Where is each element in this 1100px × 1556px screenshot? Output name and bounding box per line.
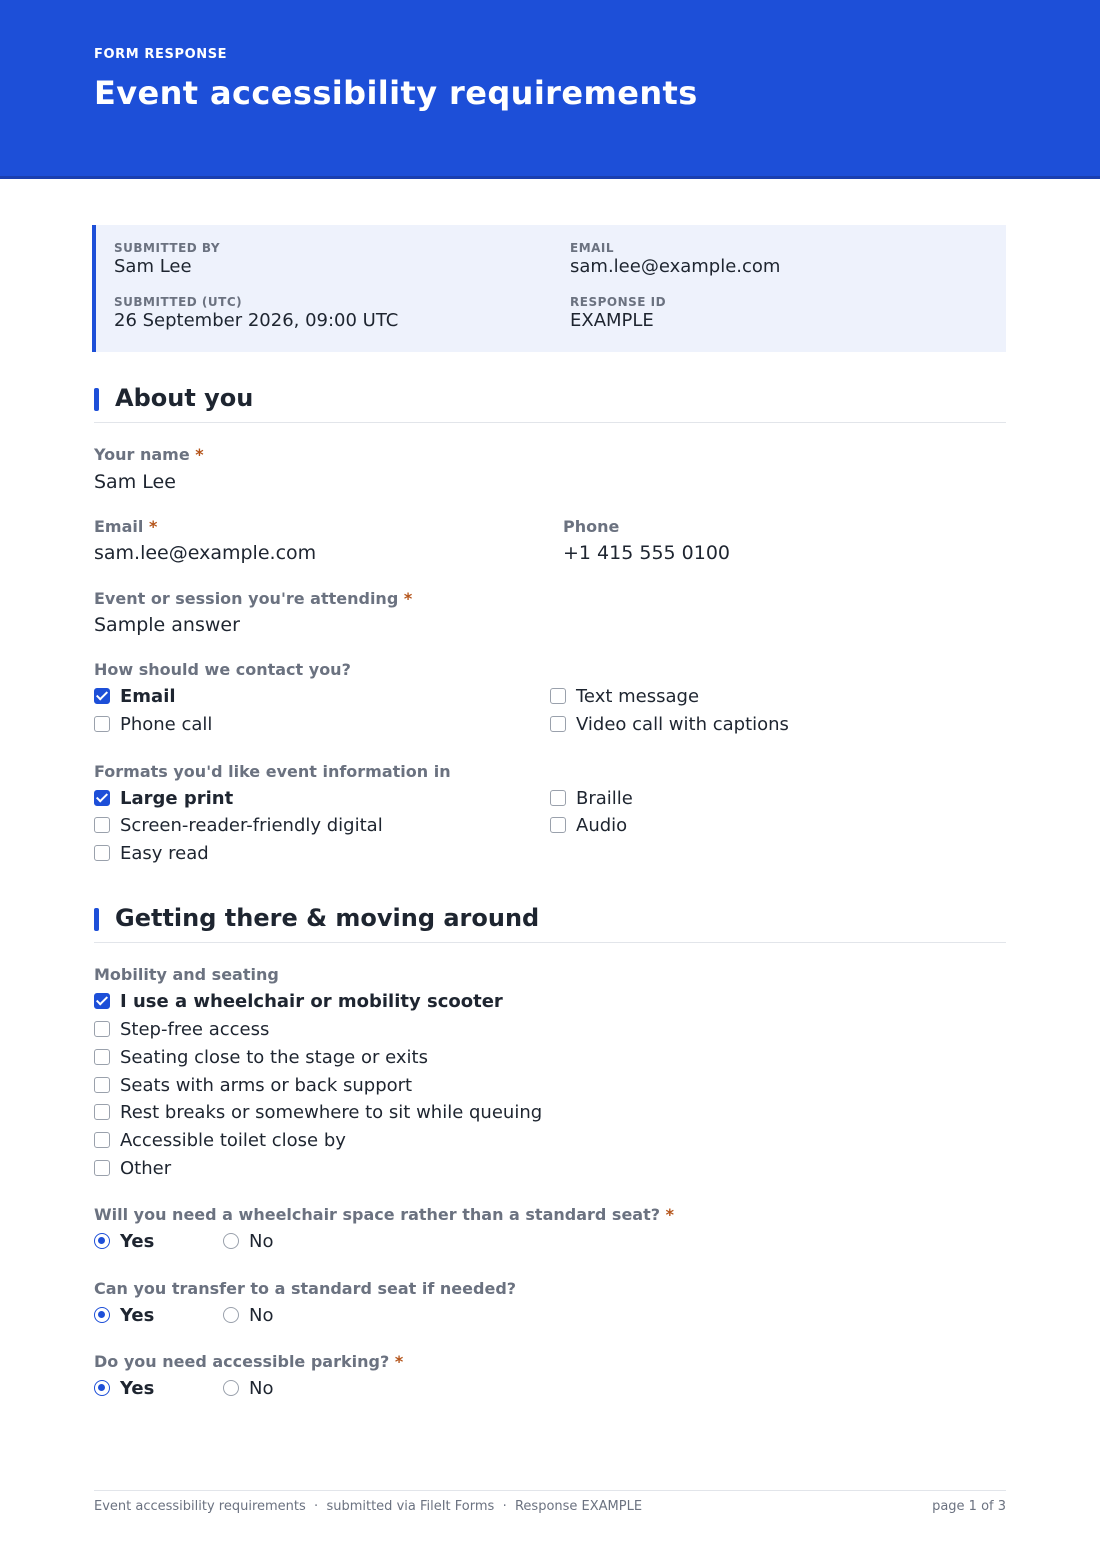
option-label: Easy read: [120, 842, 209, 864]
radio-option-no[interactable]: [223, 1303, 273, 1327]
radio-icon[interactable]: [94, 1233, 110, 1249]
section-accent-bar: [94, 908, 99, 931]
field-label-email: Email *: [94, 517, 158, 536]
required-marker: *: [394, 1352, 404, 1371]
checkbox-icon[interactable]: [94, 993, 110, 1009]
radio-option-yes[interactable]: [94, 1376, 154, 1400]
option-label: Screen-reader-friendly digital: [120, 814, 383, 836]
checkbox-icon[interactable]: [94, 688, 110, 704]
option-label: Yes: [120, 1304, 155, 1326]
radio-icon[interactable]: [223, 1233, 239, 1249]
option-label: No: [249, 1377, 274, 1399]
radio-icon[interactable]: [94, 1307, 110, 1323]
checkbox-icon[interactable]: [94, 716, 110, 732]
section-title: Getting there & moving around: [115, 904, 540, 932]
meta-submitted-utc: [114, 295, 398, 331]
checkbox-option[interactable]: [94, 1156, 171, 1180]
field-label-contact: How should we contact you?: [94, 660, 351, 679]
field-label-event: Event or session you're attending *: [94, 589, 413, 608]
checkbox-option[interactable]: [550, 813, 627, 837]
checkbox-icon[interactable]: [94, 1021, 110, 1037]
meta-email: [570, 241, 780, 277]
checkbox-option[interactable]: [94, 1017, 269, 1041]
meta-value: 26 September 2026, 09:00 UTC: [114, 310, 399, 331]
option-label: No: [249, 1304, 274, 1326]
checkbox-option[interactable]: [550, 684, 699, 708]
option-label: Phone call: [120, 713, 213, 735]
checkbox-icon[interactable]: [94, 1049, 110, 1065]
option-label: Video call with captions: [576, 713, 789, 735]
radio-option-yes[interactable]: [94, 1303, 154, 1327]
option-label: Rest breaks or somewhere to sit while queuing: [120, 1101, 543, 1123]
checkbox-option[interactable]: [94, 989, 503, 1013]
field-label-phone: Phone: [563, 517, 620, 536]
section-accent-bar: [94, 388, 99, 411]
option-label: Seats with arms or back support: [120, 1074, 413, 1096]
checkbox-option[interactable]: [94, 841, 209, 865]
checkbox-option[interactable]: [94, 1045, 428, 1069]
option-label: Seating close to the stage or exits: [120, 1046, 428, 1068]
checkbox-icon[interactable]: [94, 1104, 110, 1120]
field-label-name: Your name *: [94, 445, 204, 464]
checkbox-option[interactable]: [94, 684, 176, 708]
required-marker: *: [195, 445, 204, 464]
option-label: Yes: [120, 1230, 155, 1252]
radio-option-no[interactable]: [223, 1376, 273, 1400]
option-label: Email: [120, 685, 176, 707]
option-label: Text message: [576, 685, 700, 707]
submission-meta: [92, 225, 1006, 352]
radio-icon[interactable]: [94, 1380, 110, 1396]
radio-icon[interactable]: [223, 1380, 239, 1396]
checkbox-icon[interactable]: [550, 716, 566, 732]
checkbox-icon[interactable]: [94, 845, 110, 861]
required-marker: *: [665, 1205, 674, 1224]
checkbox-icon[interactable]: [550, 688, 566, 704]
option-label: Yes: [120, 1377, 155, 1399]
meta-value: Sam Lee: [114, 256, 192, 277]
checkbox-option[interactable]: [94, 1128, 346, 1152]
page-number: page 1 of 3: [932, 1499, 1006, 1514]
option-label: Braille: [576, 787, 633, 809]
checkbox-icon[interactable]: [550, 817, 566, 833]
radio-option-yes[interactable]: [94, 1229, 154, 1253]
meta-label: SUBMITTED (UTC): [114, 295, 243, 309]
checkbox-option[interactable]: [94, 1073, 412, 1097]
option-label: Accessible toilet close by: [120, 1129, 346, 1151]
checkbox-option[interactable]: [94, 1100, 542, 1124]
checkbox-icon[interactable]: [94, 790, 110, 806]
field-label-mobility: Mobility and seating: [94, 965, 279, 984]
checkbox-option[interactable]: [94, 712, 212, 736]
section-getting-there: [94, 904, 1006, 943]
field-label-formats: Formats you'd like event information in: [94, 762, 451, 781]
meta-label: RESPONSE ID: [570, 295, 667, 309]
radio-icon[interactable]: [223, 1307, 239, 1323]
option-label: Other: [120, 1157, 172, 1179]
meta-submitted-by: [114, 241, 220, 277]
page-header: [0, 0, 1100, 179]
option-label: Large print: [120, 787, 234, 809]
meta-response-id: [570, 295, 666, 331]
required-marker: *: [148, 517, 158, 536]
checkbox-option[interactable]: [550, 786, 633, 810]
field-label-transfer: Can you transfer to a standard seat if needed?: [94, 1279, 517, 1298]
page-title: Event accessibility requirements: [94, 74, 698, 112]
field-value-name: Sam Lee: [94, 471, 176, 493]
meta-value: sam.lee@example.com: [570, 256, 781, 277]
checkbox-icon[interactable]: [94, 817, 110, 833]
checkbox-icon[interactable]: [550, 790, 566, 806]
field-value-email: sam.lee@example.com: [94, 542, 317, 564]
option-label: Audio: [576, 814, 628, 836]
page-footer: [94, 1490, 1006, 1514]
header-kicker: FORM RESPONSE: [94, 47, 228, 62]
field-value-phone: +1 415 555 0100: [563, 542, 731, 564]
meta-label: SUBMITTED BY: [114, 241, 221, 255]
checkbox-option[interactable]: [550, 712, 789, 736]
meta-value: EXAMPLE: [570, 310, 654, 331]
checkbox-option[interactable]: [94, 813, 383, 837]
checkbox-icon[interactable]: [94, 1160, 110, 1176]
field-value-event: Sample answer: [94, 614, 240, 636]
checkbox-option[interactable]: [94, 786, 233, 810]
field-label-parking: Do you need accessible parking? *: [94, 1352, 404, 1371]
section-title: About you: [115, 384, 254, 412]
section-about-you: [94, 384, 1006, 423]
option-label: Step-free access: [120, 1018, 270, 1040]
required-marker: *: [403, 589, 413, 608]
checkbox-icon[interactable]: [94, 1077, 110, 1093]
footer-text: Event accessibility requirements · submitted via FileIt Forms · Response EXAMPLE: [94, 1499, 643, 1514]
radio-option-no[interactable]: [223, 1229, 273, 1253]
field-label-wheelchair-space: Will you need a wheelchair space rather than a standard seat? *: [94, 1205, 674, 1224]
meta-label: EMAIL: [570, 241, 615, 255]
option-label: No: [249, 1230, 274, 1252]
checkbox-icon[interactable]: [94, 1132, 110, 1148]
option-label: I use a wheelchair or mobility scooter: [120, 990, 503, 1012]
